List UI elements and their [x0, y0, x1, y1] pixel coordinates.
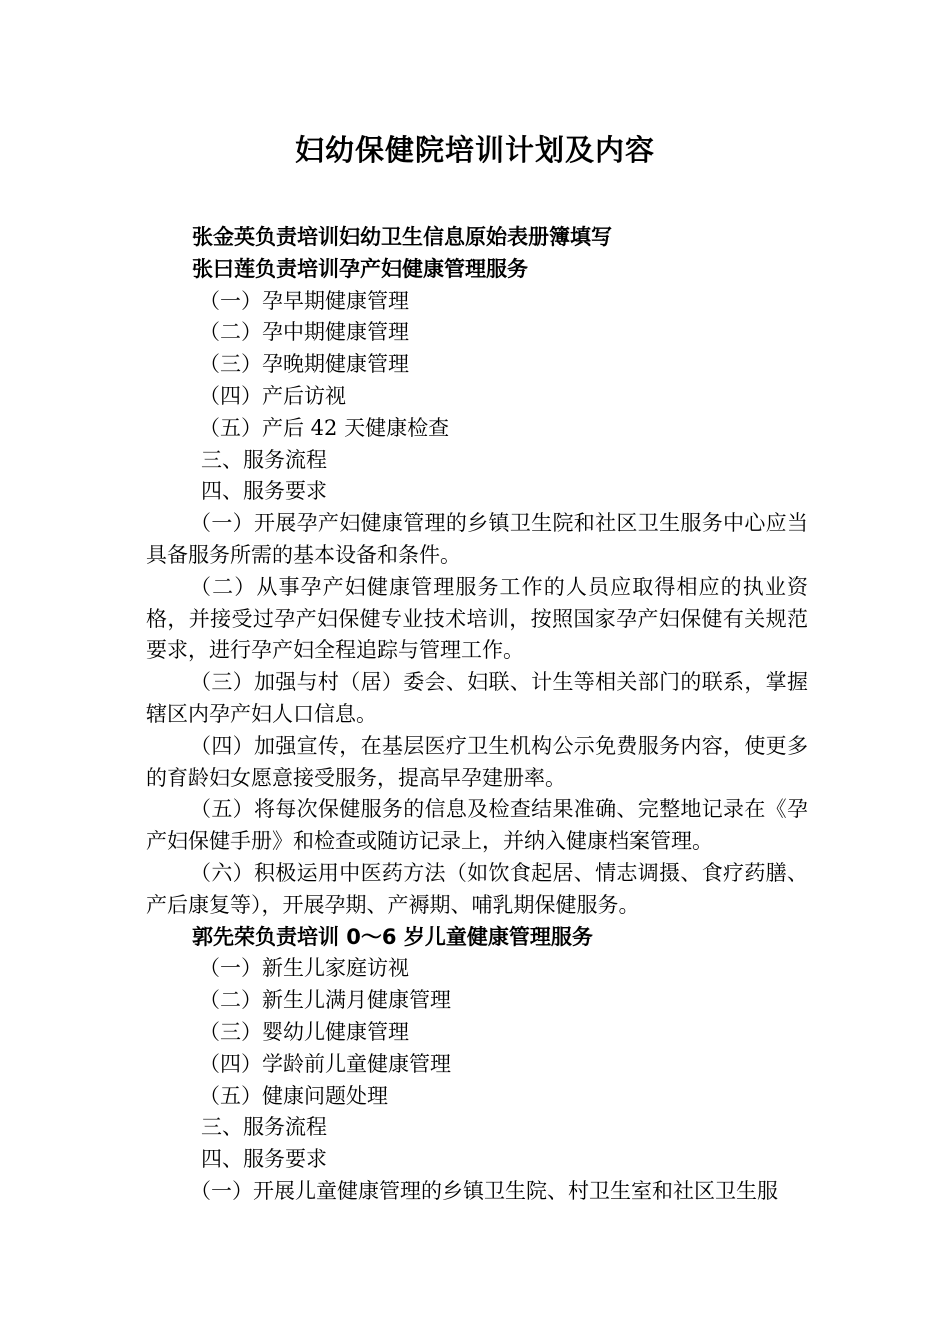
section-heading-record-training: 张金英负责培训妇幼卫生信息原始表册簿填写 [192, 225, 612, 249]
section-heading-child-health: 郭先荣负责培训 0～6 岁儿童健康管理服务 [192, 924, 593, 949]
subsection-service-process: 三、服务流程 [201, 1115, 327, 1140]
requirement-paragraph: （二）从事孕产妇健康管理服务工作的人员应取得相应的执业资格，并接受过孕产妇保健专业技术培训，按照国家孕产妇保健有关规范要求，进行孕产妇全程追踪与管理工作。 [146, 574, 808, 663]
requirement-paragraph: （一）开展孕产妇健康管理的乡镇卫生院和社区卫生服务中心应当具备服务所需的基本设备和条件。 [146, 511, 808, 567]
list-item: （一）新生儿家庭访视 [199, 956, 409, 981]
subsection-service-requirements: 四、服务要求 [201, 1147, 327, 1172]
document-title: 妇幼保健院培训计划及内容 [294, 133, 655, 167]
list-item: （五）产后 42 天健康检查 [199, 415, 450, 440]
list-item: （三）婴幼儿健康管理 [199, 1019, 409, 1044]
list-item: （一）孕早期健康管理 [199, 288, 409, 313]
requirement-paragraph: （三）加强与村（居）委会、妇联、计生等相关部门的联系，掌握辖区内孕产妇人口信息。 [146, 670, 808, 726]
list-item: （二）新生儿满月健康管理 [199, 988, 451, 1013]
section-heading-maternal-health: 张曰莲负责培训孕产妇健康管理服务 [192, 256, 528, 281]
requirement-paragraph: （四）加强宣传，在基层医疗卫生机构公示免费服务内容，使更多的育龄妇女愿意接受服务，提高早孕建册率。 [146, 733, 808, 790]
list-item: （四）产后访视 [199, 383, 346, 408]
list-item: （五）健康问题处理 [199, 1083, 388, 1108]
list-item: （三）孕晚期健康管理 [199, 352, 409, 377]
subsection-service-requirements: 四、服务要求 [201, 479, 327, 504]
list-item: （二）孕中期健康管理 [199, 320, 409, 345]
subsection-service-process: 三、服务流程 [201, 447, 327, 472]
requirement-paragraph: （六）积极运用中医药方法（如饮食起居、情志调摄、食疗药膳、产后康复等），开展孕期、产褥期、哺乳期保健服务。 [146, 860, 808, 917]
list-item: （四）学龄前儿童健康管理 [199, 1051, 451, 1076]
requirement-paragraph: （五）将每次保健服务的信息及检查结果准确、完整地记录在《孕产妇保健手册》和检查或随访记录上，并纳入健康档案管理。 [146, 797, 808, 854]
requirement-paragraph: （一）开展儿童健康管理的乡镇卫生院、村卫生室和社区卫生服 [190, 1178, 778, 1203]
document-body [146, 222, 808, 1208]
